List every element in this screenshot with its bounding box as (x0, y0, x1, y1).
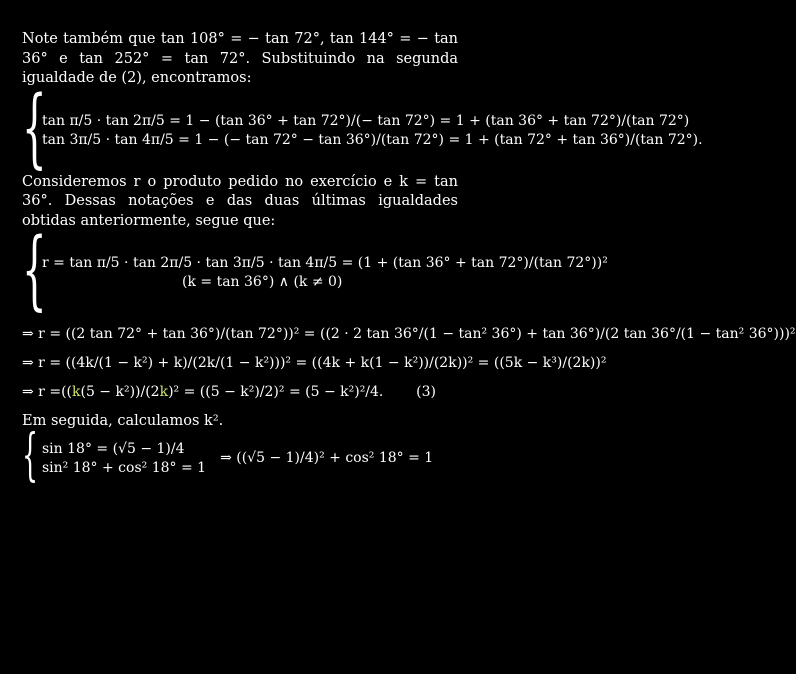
paragraph-1: Note também que tan 108° = − tan 72°, tan 144° = − tan 36° e tan 252° = tan 72°. Substituindo na segunda igualdade de (2), encontramos: (22, 31, 458, 87)
implication-2: ⇒ r = ((4k/(1 − k²) + k)/(2k/(1 − k²)))² = ((4k + k(1 − k²))/(2k))² = ((5k − k³)/(2k))² (22, 355, 607, 372)
equation-system-1 (22, 77, 703, 178)
system1-line2: tan 3π/5 · tan 4π/5 = 1 − (− tan 72° − tan 36°)/(tan 72°) = 1 + (tan 72° + tan 36°)/(tan 72°). (42, 131, 703, 148)
paragraph-3: Em seguida, calculamos k². (22, 413, 224, 430)
system2-line1: r = tan π/5 · tan 2π/5 · tan 3π/5 · tan 4π/5 = (1 + (tan 36° + tan 72°)/(tan 72°))² (42, 255, 608, 272)
equation-system-3 (22, 422, 458, 488)
system3-line1: sin 18° = (√5 − 1)/4 (42, 440, 185, 457)
paragraph-2: Consideremos r o produto pedido no exercício e k = tan 36°. Dessas notações e das duas últimas igualdades obtidas anteriormente, segue que: (22, 173, 458, 229)
implication-3-rest: )² = ((5 − k²)/2)² = (5 − k²)²/4. (168, 384, 384, 401)
highlighted-k: k (72, 384, 81, 401)
system1-line1: tan π/5 · tan 2π/5 = 1 − (tan 36° + tan 72°)/(− tan 72°) = 1 + (tan 36° + tan 72°)/(tan 72°) (42, 112, 690, 129)
system2-line2: (k = tan 36°) ∧ (k ≠ 0) (182, 274, 343, 291)
system3-result: ⇒ ((√5 − 1)/4)² + cos² 18° = 1 (220, 450, 434, 467)
implication-1: ⇒ r = ((2 tan 72° + tan 36°)/(tan 72°))² = ((2 · 2 tan 36°/(1 − tan² 36°) + tan 36°)/(2 tan 36°/(1 − tan² 36°)))² (22, 326, 796, 343)
equation-label: (3) (416, 384, 436, 401)
left-brace: { (22, 422, 39, 488)
implication-3-lhs: ⇒ r = (22, 384, 62, 401)
left-brace: { (22, 77, 47, 178)
implication-3: ⇒ r = (( k (5 − k²))/(2 k )² = ((5 − k²)/2)² = (5 − k²)²/4. (3) (22, 384, 436, 401)
system3-line2: sin² 18° + cos² 18° = 1 (42, 459, 207, 476)
highlighted-k: k (159, 384, 169, 401)
left-brace: { (22, 220, 47, 321)
equation-system-2 (22, 220, 608, 321)
